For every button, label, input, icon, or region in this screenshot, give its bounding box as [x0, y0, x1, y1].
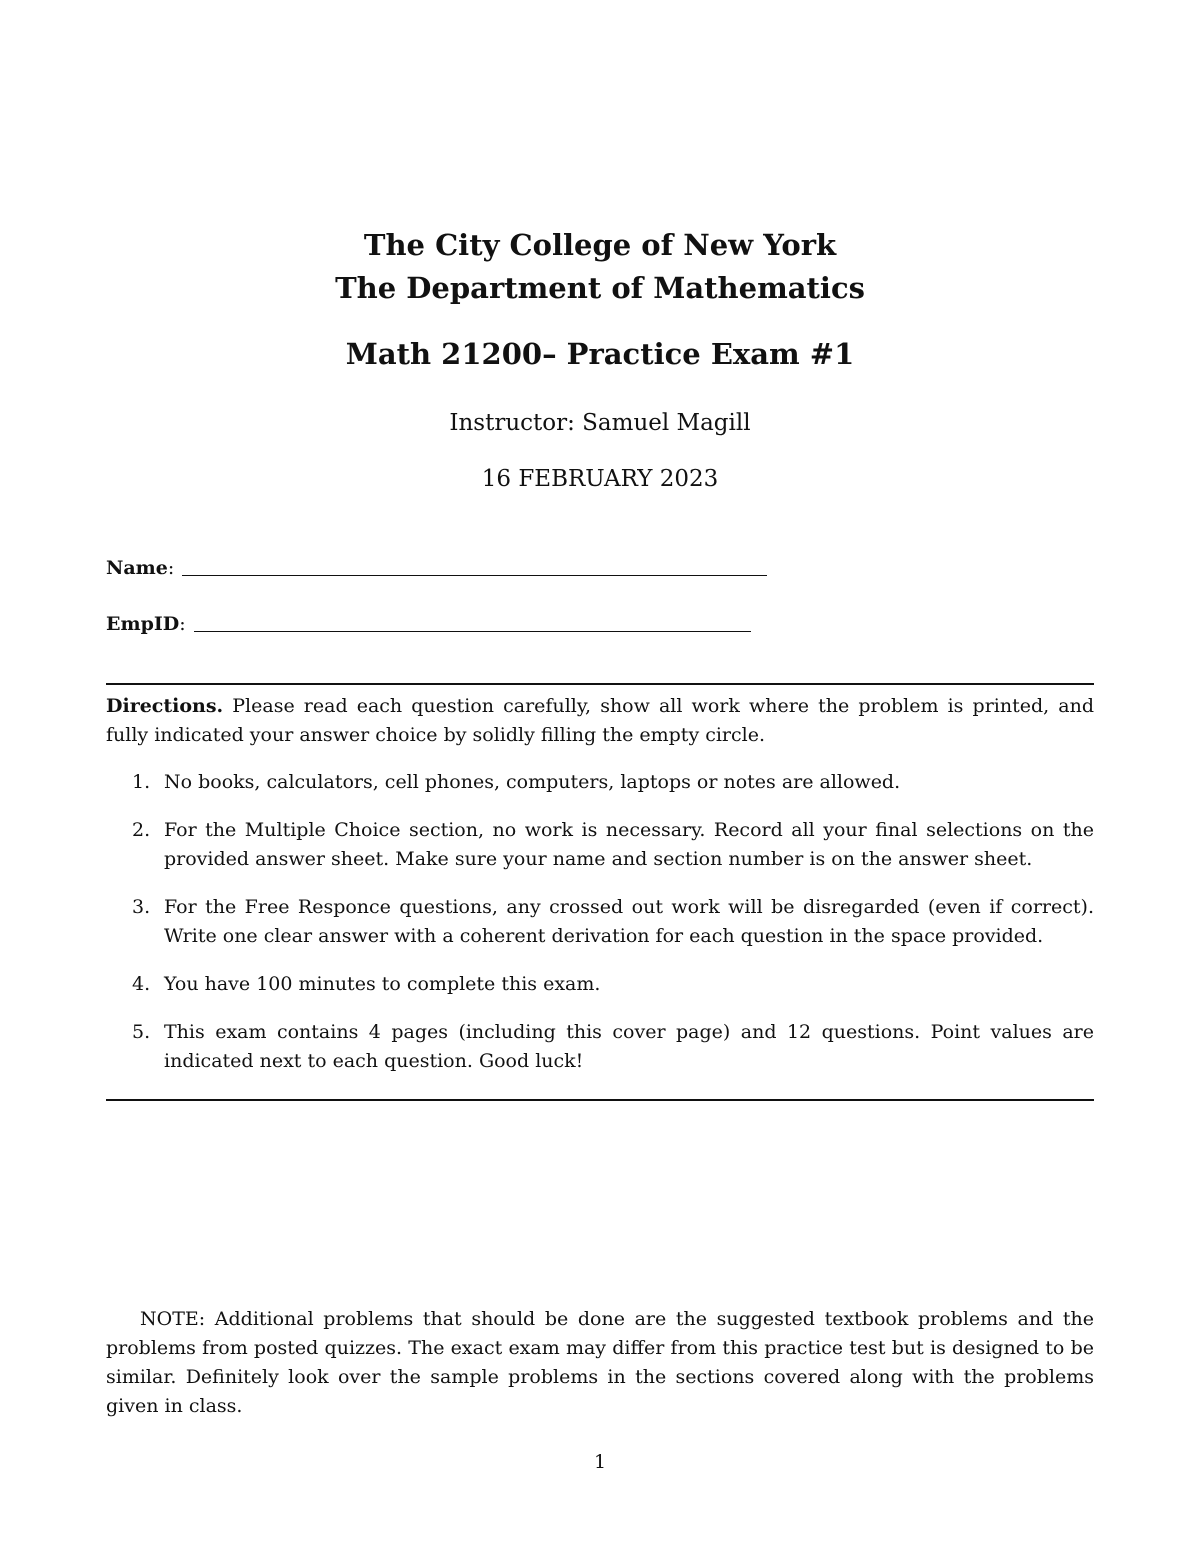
directions-list	[106, 768, 1094, 1095]
department-name: The Department of Mathematics	[335, 271, 865, 305]
list-item-text: For the Free Responce questions, any crossed out work will be disregarded (even if correct). Write one clear answer with a coherent derivation for each question in the space provided.	[164, 896, 1094, 947]
bottom-divider	[106, 1099, 1094, 1101]
institution-header	[0, 224, 1200, 310]
list-item	[106, 768, 1094, 797]
empid-colon: :	[179, 613, 186, 635]
list-item-number: 4.	[132, 973, 151, 995]
directions-paragraph	[106, 692, 1094, 750]
list-item	[106, 893, 1094, 951]
list-item	[106, 1018, 1094, 1076]
list-item	[106, 816, 1094, 874]
name-blank-line[interactable]	[182, 557, 767, 576]
name-label: Name	[106, 557, 168, 579]
instructor-line: Instructor: Samuel Magill	[449, 410, 751, 436]
list-item-number: 2.	[132, 819, 151, 841]
page-number: 1	[593, 1451, 607, 1473]
list-item-number: 3.	[132, 896, 151, 918]
empid-blank-line[interactable]	[194, 613, 751, 632]
directions-text: Please read each question carefully, show all work where the problem is printed, and fully indicated your answer choice by solidly filling the empty circle.	[106, 695, 1094, 746]
empid-label: EmpID	[106, 613, 180, 635]
name-colon: :	[167, 557, 175, 579]
list-item	[106, 970, 1094, 999]
empid-field	[106, 611, 751, 637]
directions-heading: Directions.	[106, 695, 224, 717]
top-divider	[106, 683, 1094, 685]
exam-title: Math 21200– Practice Exam #1	[345, 337, 855, 371]
exam-date: 16 FEBRUARY 2023	[481, 466, 719, 492]
list-item-text: This exam contains 4 pages (including this cover page) and 12 questions. Point values are indicated next to each question. Good luck!	[164, 1021, 1094, 1072]
list-item-number: 1.	[132, 771, 151, 793]
list-item-number: 5.	[132, 1021, 151, 1043]
note-paragraph: NOTE: Additional problems that should be done are the suggested textbook problems and the problems from posted quizzes. The exact exam may differ from this practice test but is designed to be similar. Definitely look over the sample problems in the sections covered along with the problems given in class.	[106, 1308, 1094, 1417]
list-item-text: You have 100 minutes to complete this exam.	[164, 973, 601, 995]
list-item-text: No books, calculators, cell phones, computers, laptops or notes are allowed.	[164, 771, 901, 793]
list-item-text: For the Multiple Choice section, no work is necessary. Record all your final selections on the provided answer sheet. Make sure your name and section number is on the answer sheet.	[164, 819, 1094, 870]
institution-name: The City College of New York	[363, 228, 837, 262]
name-field	[106, 555, 767, 581]
